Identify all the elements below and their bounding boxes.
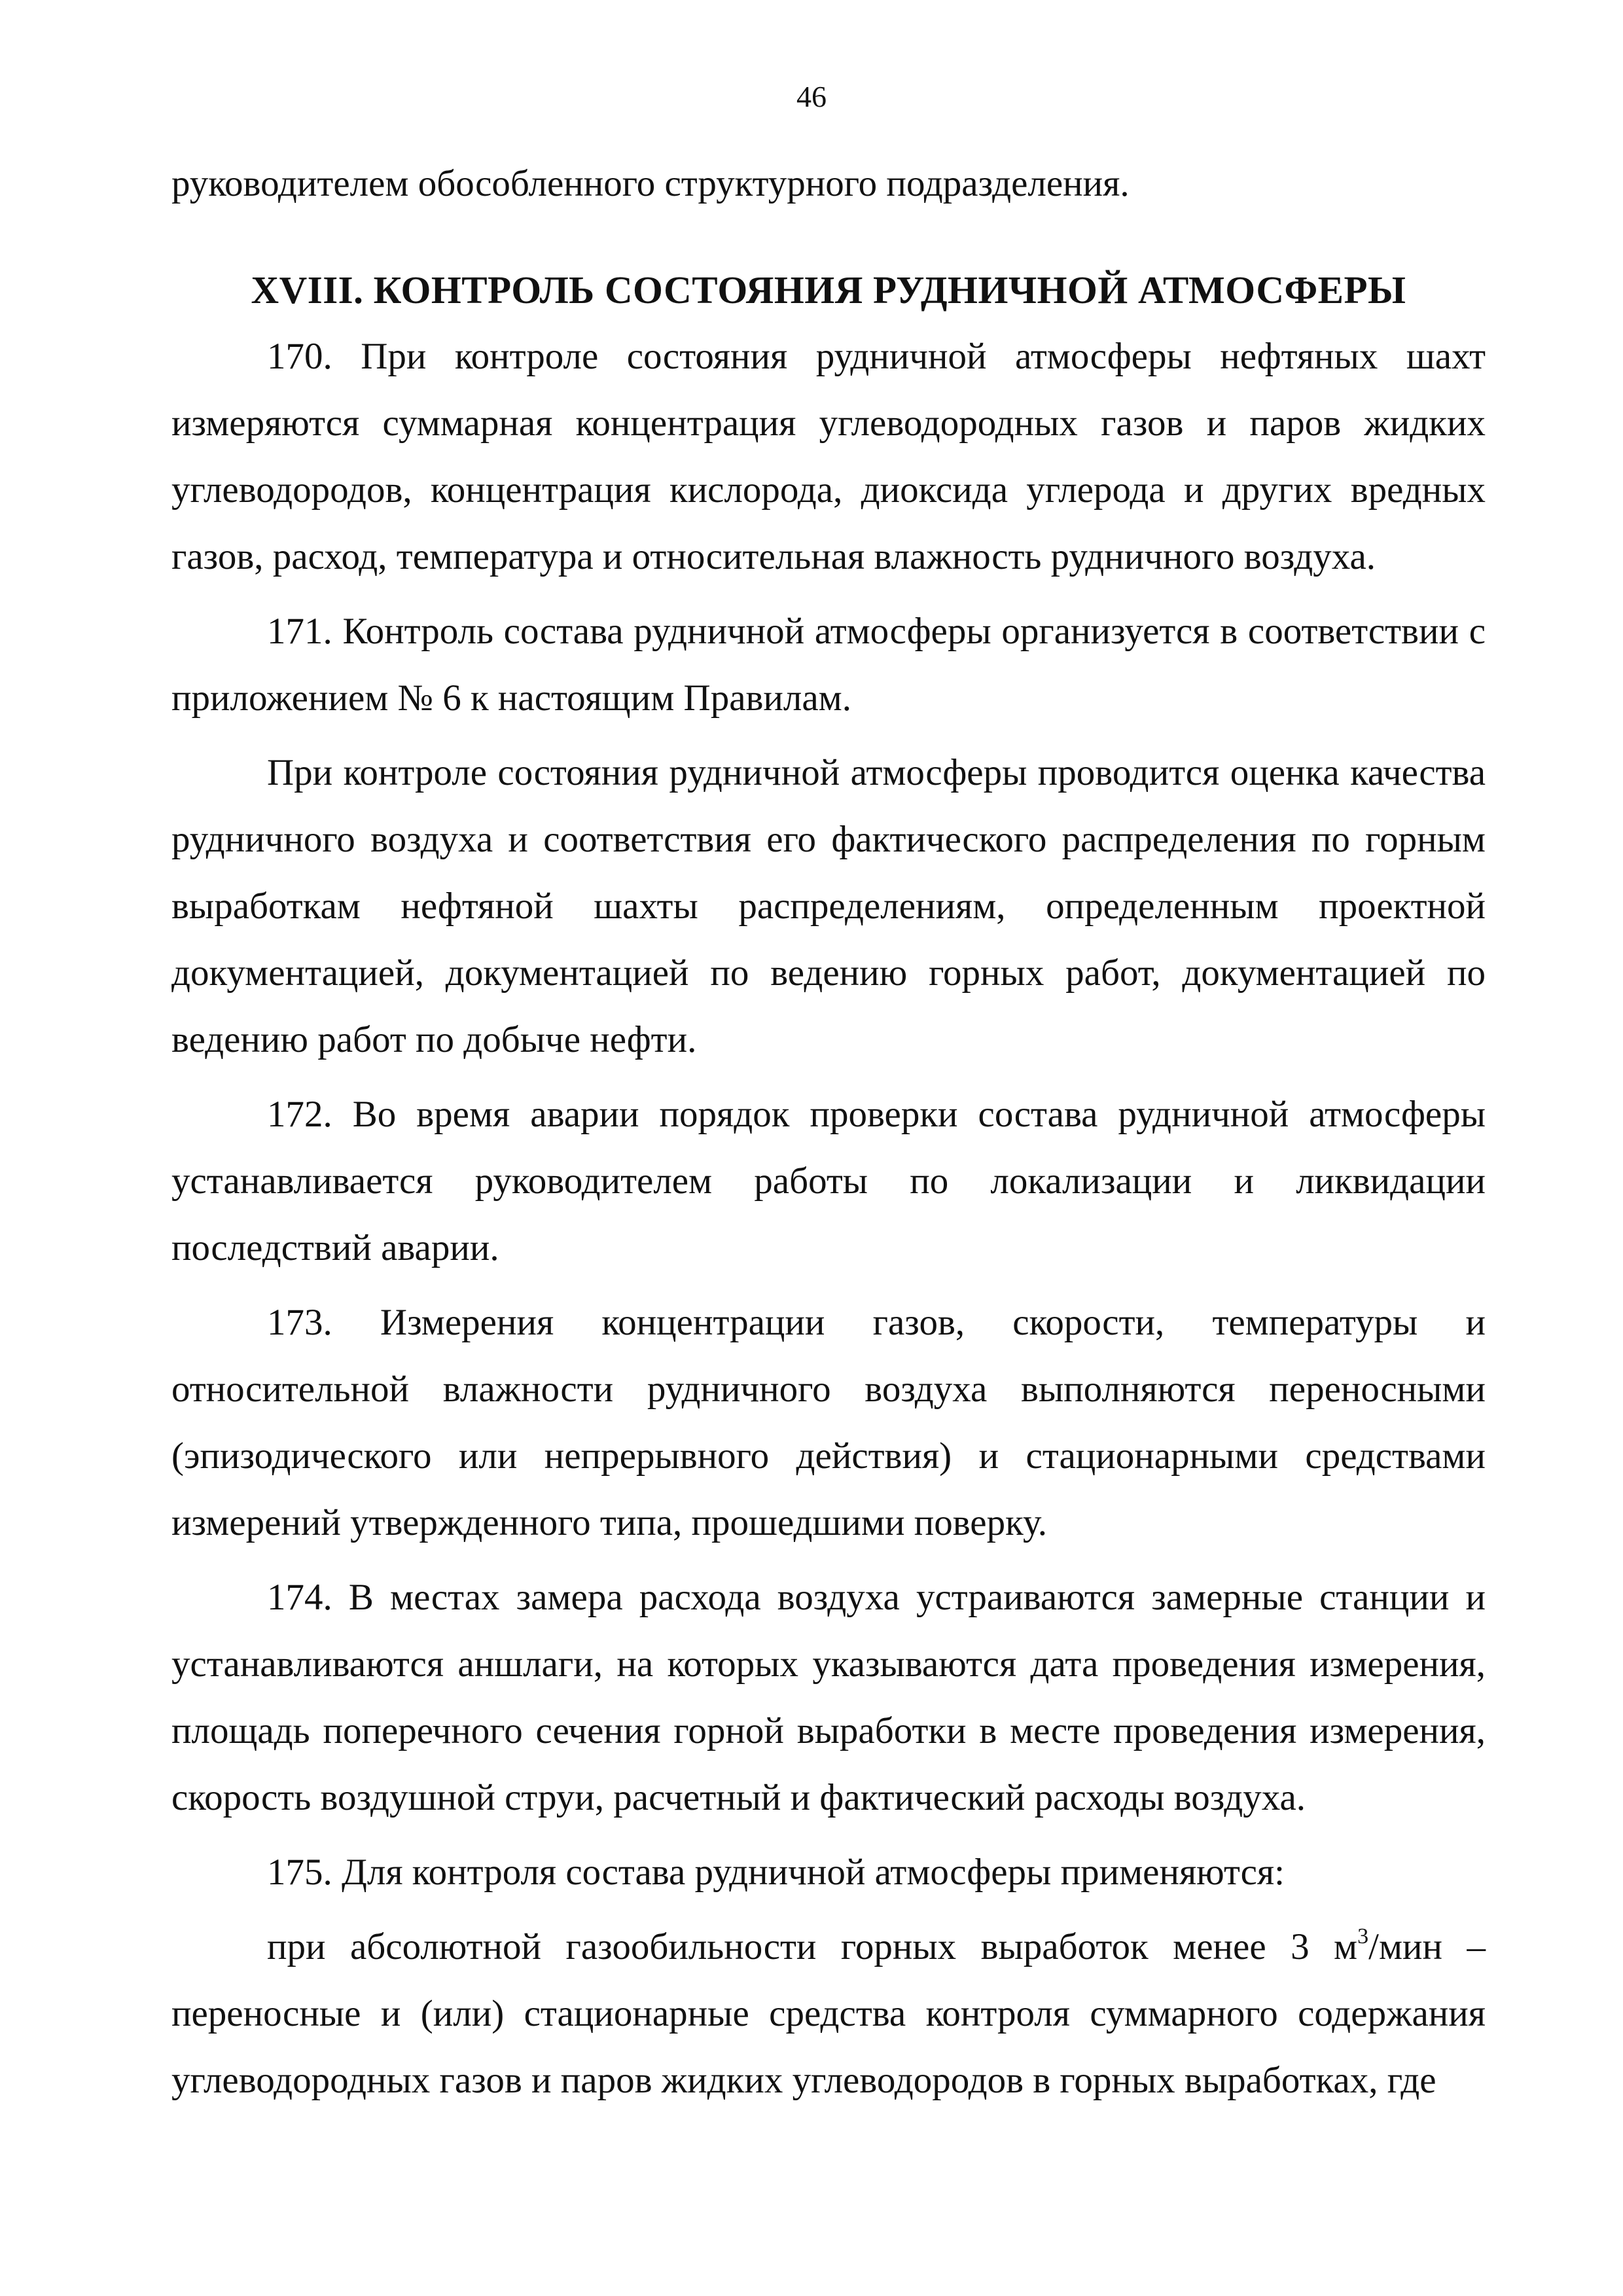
paragraph-175-item <box>171 1914 1486 2114</box>
item-text-start: при абсолютной газообильности горных выработок менее 3 м <box>267 1926 1358 1967</box>
paragraph-172: 172. Во время аварии порядок проверки состава рудничной атмосферы устанавливается руководителем работы по локализации и ликвидации последствий аварии. <box>171 1094 1486 1268</box>
intro-line: руководителем обособленного структурного подразделения. <box>171 163 1130 204</box>
section-heading: XVIII. КОНТРОЛЬ СОСТОЯНИЯ РУДНИЧНОЙ АТМОСФЕРЫ <box>251 268 1406 312</box>
paragraph-175: 175. Для контроля состава рудничной атмосферы применяются: <box>267 1852 1285 1893</box>
paragraph-170: 170. При контроле состояния рудничной атмосферы нефтяных шахт измеряются суммарная концентрация углеводородных газов и паров жидких углеводородов, концентрация кислорода, диоксида углерода и других вредных газов, расход, температура и относительная влажность рудничного воздуха. <box>171 336 1486 577</box>
paragraph-171-continued: При контроле состояния рудничной атмосферы проводится оценка качества рудничного воздуха и соответствия его фактического распределения по горным выработкам нефтяной шахты распределениям, определенным проектной документацией, документацией по ведению горных работ, документацией по ведению работ по добыче нефти. <box>171 752 1486 1060</box>
superscript-cubic: 3 <box>1357 1924 1369 1948</box>
page-number: 46 <box>796 80 827 113</box>
document-body <box>171 151 1486 2114</box>
item-text-end: /мин – переносные и (или) стационарные средства контроля суммарного содержания углеводородных газов и паров жидких углеводородов в горных выработках, где <box>171 1926 1486 2101</box>
paragraph-171: 171. Контроль состава рудничной атмосферы организуется в соответствии с приложением № 6 к настоящим Правилам. <box>171 611 1486 719</box>
paragraph-174: 174. В местах замера расхода воздуха устраиваются замерные станции и устанавливаются аншлаги, на которых указываются дата проведения измерения, площадь поперечного сечения горной выработки в месте проведения измерения, скорость воздушной струи, расчетный и фактический расходы воздуха. <box>171 1577 1486 1818</box>
paragraph-173: 173. Измерения концентрации газов, скорости, температуры и относительной влажности рудничного воздуха выполняются переносными (эпизодического или непрерывного действия) и стационарными средствами измерений утвержденного типа, прошедшими поверку. <box>171 1302 1486 1543</box>
